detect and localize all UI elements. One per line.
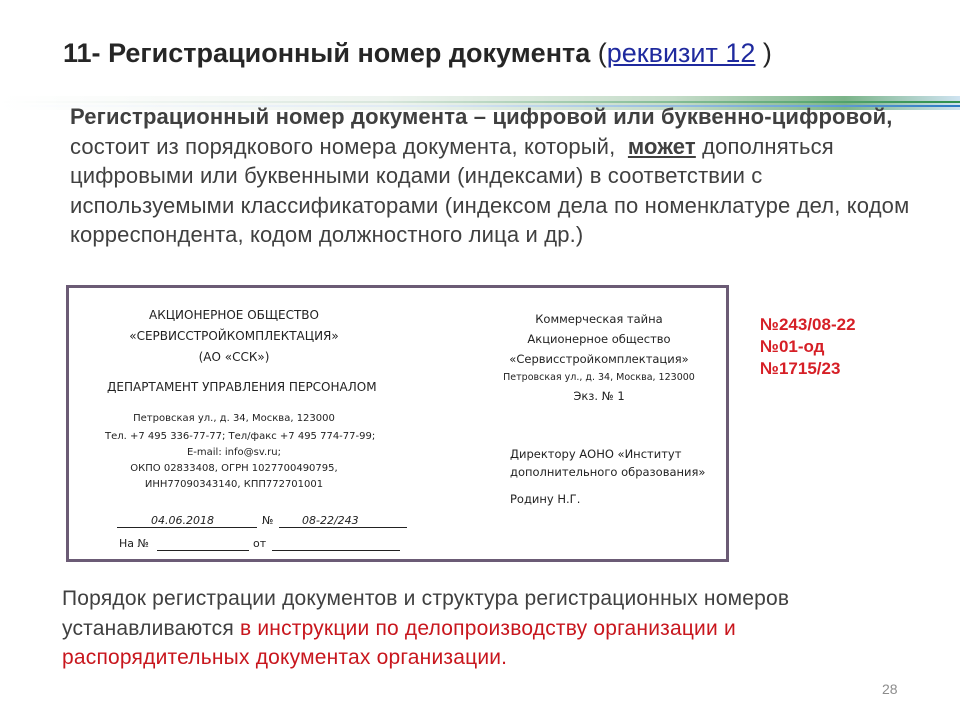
org-name-short: (АО «ССК») [198,350,270,364]
reply-from-label: от [253,537,267,550]
sample-document [66,285,729,562]
secret-line1: Коммерческая тайна [535,312,663,326]
procedure-highlight: в инструкции по делопроизводству организации и распорядительных документах организации. [62,616,736,669]
title-paren-close: ) [762,38,772,68]
title-prefix: 11- [63,38,101,68]
procedure-text: Порядок регистрации документов и структура регистрационных номеров устанавливаются [62,587,790,640]
org-name-line2: «СЕРВИССТРОЙКОМПЛЕКТАЦИЯ» [129,329,339,343]
date-blank [117,527,257,528]
example-number: №01-од [760,337,825,356]
org-email: E-mail: info@sv.ru; [186,447,281,458]
slide-title [63,38,943,69]
procedure-paragraph [62,584,922,673]
secret-line2: Акционерное общество [527,332,671,346]
definition-term: Регистрационный номер документа – цифровой или буквенно-цифровой, [70,104,893,129]
number-blank [279,527,407,528]
reply-from-blank [272,550,400,551]
definition-text-2: дополняться цифровыми или буквенными кодами (индексами) в соответствии с используемыми классификаторами (индексом дела по номенклатуре дел, кодом корреспондента, кодом должностного лица и др.) [70,133,910,247]
doc-date: 04.06.2018 [151,514,214,527]
org-address: Петровская ул., д. 34, Москва, 123000 [133,413,335,424]
secret-line4: Петровская ул., д. 34, Москва, 123000 [503,372,695,383]
definition-paragraph [70,102,930,250]
reg-number-examples [760,314,856,380]
requisite-link[interactable]: реквизит 12 [606,38,756,68]
org-inn: ИНН77090343140, КПП772701001 [144,479,324,490]
title-main: Регистрационный номер документа [108,38,591,68]
page-number: 28 [882,681,898,697]
secret-line3: «Сервисстройкомплектация» [509,352,689,366]
definition-text-1: состоит из порядкового номера документа, который, [70,133,616,159]
department-name: ДЕПАРТАМЕНТ УПРАВЛЕНИЯ ПЕРСОНАЛОМ [107,380,377,394]
title-paren-open: ( [597,38,607,68]
org-okpo: ОКПО 02833408, ОГРН 1027700490795, [130,463,338,474]
reply-to-blank [157,550,249,551]
addressee-name: Родину Н.Г. [510,492,581,506]
copy-number: Экз. № 1 [573,389,625,403]
number-sign: № [262,514,274,527]
reply-to-label: На № [119,537,149,550]
org-phone: Тел. +7 495 336-77-77; Тел/факс +7 495 774-77-99; [105,431,376,442]
doc-reg-number: 08-22/243 [302,514,359,527]
org-name-line1: АКЦИОНЕРНОЕ ОБЩЕСТВО [149,308,319,322]
example-number: №243/08-22 [760,315,856,334]
addressee-line1: Директору АОНО «Институт [510,447,682,461]
example-number: №1715/23 [760,359,841,378]
addressee-line2: дополнительного образования» [510,465,706,479]
definition-emphasis: может [627,133,696,159]
